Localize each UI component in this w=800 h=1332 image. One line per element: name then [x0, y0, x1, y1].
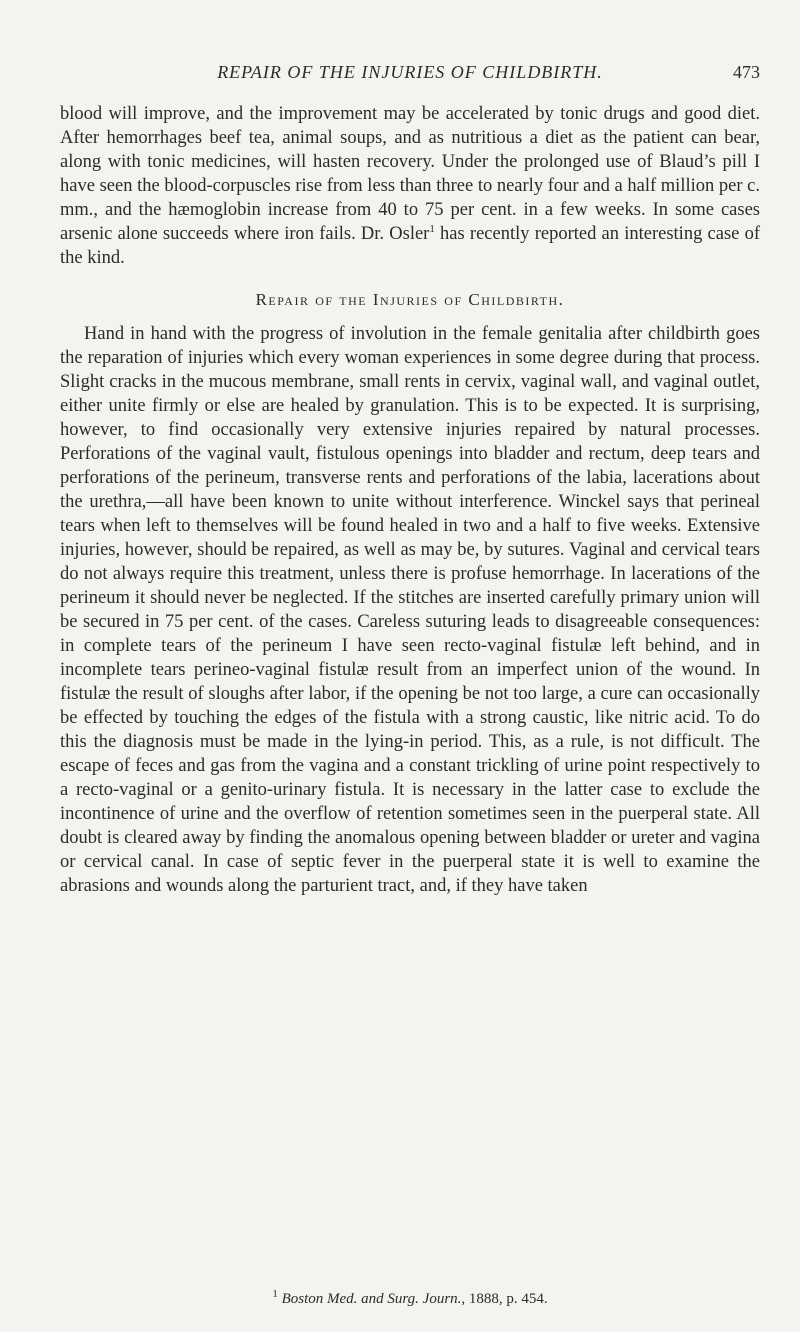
page-number: 473: [733, 62, 760, 82]
paragraph-1-text: blood will improve, and the improvement may be accelerated by tonic drugs and good diet. After hemorrhages beef tea, animal soups, and as nutritious a diet as the patient can bear, along with tonic medicines, will hasten recovery. Under the prolonged use of Blaud’s pill I have seen the blood-corpuscles rise from less than three to nearly four and a half million per c. mm., and the hæmoglobin increase from 40 to 75 per cent. in a few weeks. In some cases arsenic alone succeeds where iron fails. Dr. Osler: [60, 104, 760, 244]
paragraph-1: [60, 102, 760, 270]
section-heading: Repair of the Injuries of Childbirth.: [255, 290, 565, 309]
paragraph-1-text-cont: has recently reported an interesting case of the kind.: [60, 224, 760, 268]
footnote-reference: 1: [429, 222, 435, 235]
footnote-marker: 1: [272, 1288, 278, 1300]
footnote-citation: , 1888, p. 454.: [461, 1291, 548, 1307]
running-title: REPAIR OF THE INJURIES OF CHILDBIRTH.: [217, 62, 603, 82]
footnote: [60, 1290, 760, 1308]
footnote-journal: Boston Med. and Surg. Journ.: [281, 1291, 462, 1307]
running-header: [60, 62, 760, 86]
body-text: [60, 102, 760, 898]
paragraph-2: Hand in hand with the progress of involution in the female genitalia after childbirth goes the reparation of injuries which every woman experiences in some degree during that process. Slight cracks in the mucous membrane, small rents in cervix, vaginal wall, and vaginal outlet, either unite firmly or else are healed by granulation. This is to be expected. It is surprising, however, to find occasionally very extensive injuries repaired by natural processes. Perforations of the vaginal vault, fistulous openings into bladder and rectum, deep tears and perforations of the perineum, transverse rents and perforations of the labia, lacerations about the urethra,—all have been known to unite without interference. Winckel says that perineal tears when left to themselves will be found healed in two and a half to five weeks. Extensive injuries, however, should be repaired, as well as may be, by sutures. Vaginal and cervical tears do not always require this treatment, unless there is profuse hemorrhage. In lacerations of the perineum it should never be neglected. If the stitches are inserted carefully primary union will be secured in 75 per cent. of the cases. Careless suturing leads to disagreeable consequences: in complete tears of the perineum I have seen recto-vaginal fistulæ left behind, and in incomplete tears perineo-vaginal fistulæ result from an imperfect union of the wound. In fistulæ the result of sloughs after labor, if the opening be not too large, a cure can occasionally be effected by touching the edges of the fistula with a strong caustic, like nitric acid. To do this the diagnosis must be made in the lying-in period. This, as a rule, is not difficult. The escape of feces and gas from the vagina and a constant trickling of urine point respectively to a recto-vaginal or a genito-urinary fistula. It is necessary in the latter case to exclude the incontinence of urine and the overflow of retention sometimes seen in the puerperal state. All doubt is cleared away by finding the anomalous opening between bladder or ureter and vagina or cervical canal. In case of septic fever in the puerperal state it is well to examine the abrasions and wounds along the parturient tract, and, if they have taken: [60, 324, 760, 896]
